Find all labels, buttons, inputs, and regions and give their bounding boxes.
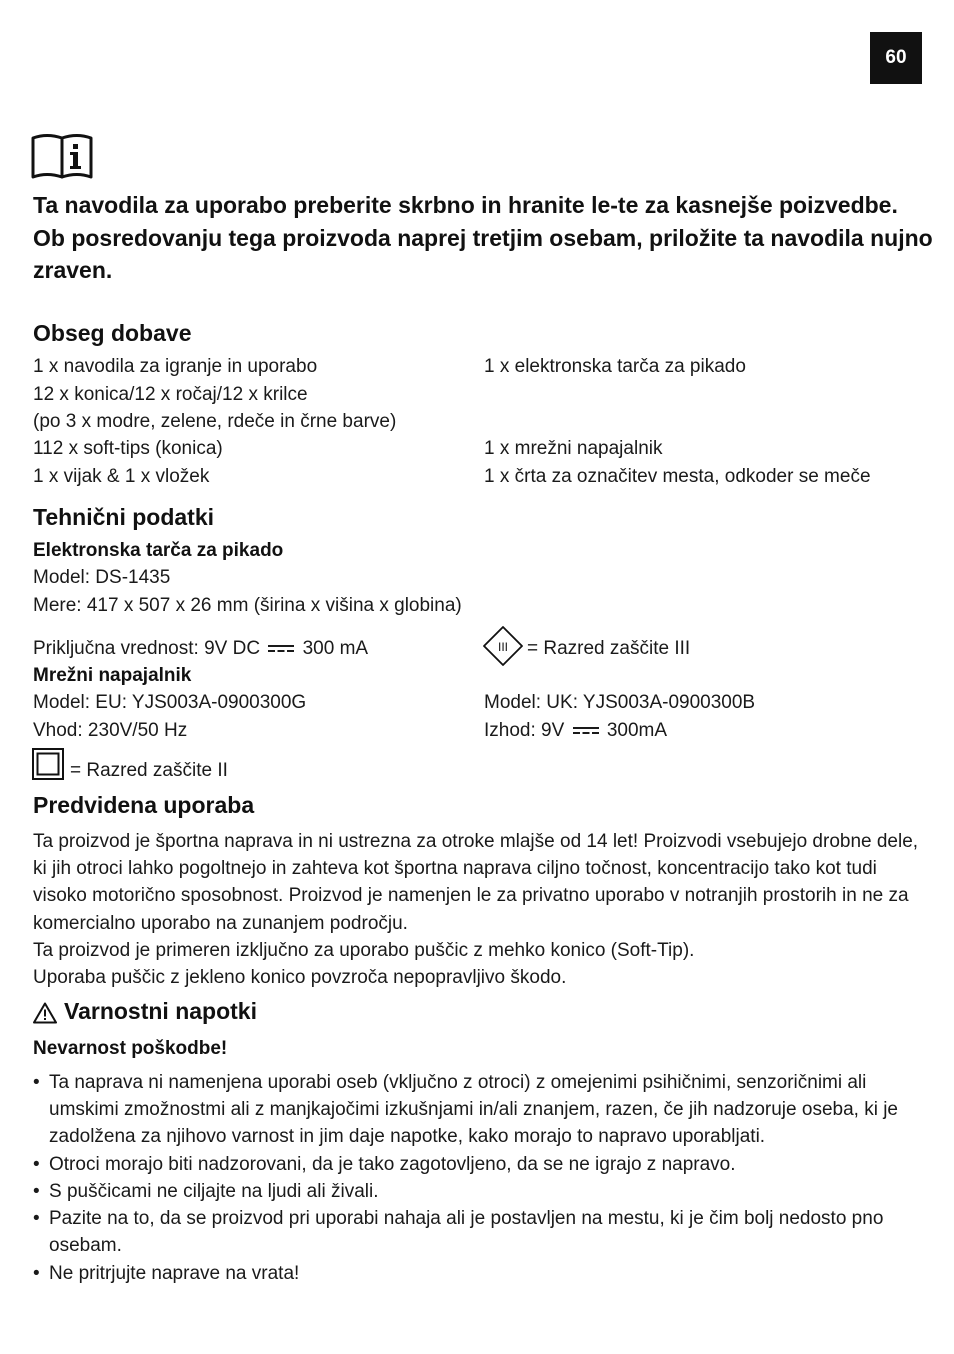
safety-item-text: S puščicami ne ciljajte na ljudi ali živali.: [49, 1181, 379, 1202]
scope-item: 1 x črta za označitev mesta, odkoder se meče: [484, 466, 871, 487]
scope-item: 1 x vijak & 1 x vložek: [33, 466, 210, 487]
book-info-icon: [31, 131, 93, 179]
safety-list-item: [33, 1151, 923, 1178]
intended-use-paragraph: Uporaba puščic z jekleno konico povzroča nepopravljivo škodo.: [33, 967, 567, 988]
intended-use-paragraph: Ta proizvod je športna naprava in ni ustrezna za otroke mlajše od 14 let! Proizvodi vsebujejo drobne dele, ki jih otroci lahko pogoltnejo in zahteva kot športna naprava ciljno točnost, koncentracijo tako kot tudi visoko motorično sposobnost. Proizvod je namenjen le za privatno uporabo v notranjih prostorih in ne za komercialno uporabo na zunanjem področju.: [33, 831, 919, 934]
dartboard-model: Model: DS-1435: [33, 567, 171, 588]
dartboard-subheading: Elektronska tarča za pikado: [33, 540, 284, 561]
warning-triangle-icon: [33, 1002, 57, 1024]
scope-heading: Obseg dobave: [33, 320, 192, 346]
tech-heading: Tehnični podatki: [33, 504, 215, 530]
intended-use-heading: Predvidena uporaba: [33, 792, 255, 818]
adapter-subheading: Mrežni napajalnik: [33, 665, 192, 686]
safety-subheading: Nevarnost poškodbe!: [33, 1038, 228, 1059]
bullet: •: [33, 1181, 40, 1202]
adapter-output-value: 300mA: [606, 720, 668, 741]
bullet: •: [33, 1208, 40, 1229]
safety-list-item: [33, 1178, 923, 1205]
scope-item: (po 3 x modre, zelene, rdeče in črne barve): [33, 411, 397, 432]
dc-current-icon: [267, 643, 295, 655]
bullet: •: [33, 1072, 40, 1093]
safety-list-item: [33, 1260, 923, 1287]
adapter-output: [484, 720, 667, 742]
protection-class-ii-label: = Razred zaščite II: [70, 760, 228, 781]
intended-use-paragraph: Ta proizvod je primeren izključno za uporabo puščic z mehko konico (Soft-Tip).: [33, 940, 695, 961]
safety-list-item: [33, 1069, 923, 1150]
power-rating: [33, 638, 368, 660]
intro-notice: Ta navodila za uporabo preberite skrbno in hranite le-te za kasnejše poizvedbe. Ob posredovanju tega proizvoda naprej tretjim osebam, priložite ta navodila nujno zraven.: [33, 192, 933, 283]
dc-current-icon: [572, 725, 600, 737]
adapter-output-label: Izhod: 9V: [484, 720, 565, 741]
adapter-model-uk: Model: UK: YJS003A-0900300B: [484, 692, 756, 713]
bullet: •: [33, 1154, 40, 1175]
safety-heading: Varnostni napotki: [64, 998, 257, 1024]
safety-item-text: Ne pritrjujte naprave na vrata!: [49, 1263, 300, 1284]
protection-class-iii-icon: [482, 626, 524, 666]
safety-item-text: Ta naprava ni namenjena uporabi oseb (vključno z otroci) z omejenimi psihičnimi, senzoričnimi ali umskimi zmožnostmi ali z manjkajočimi izkušnjami in/ali znanjem, razen, če jih nadzoruje oseba, ki je zadolžena za njihovo varnost in jim daje napotke, kako morajo to napravo uporabljati.: [49, 1072, 898, 1147]
adapter-model-eu: Model: EU: YJS003A-0900300G: [33, 692, 307, 713]
adapter-input: Vhod: 230V/50 Hz: [33, 720, 188, 741]
dartboard-dimensions: Mere: 417 x 507 x 26 mm (širina x višina x globina): [33, 595, 462, 616]
power-rating-value: 300 mA: [302, 638, 369, 659]
protection-class-ii-icon: [32, 748, 64, 780]
scope-item: 1 x mrežni napajalnik: [484, 438, 663, 459]
safety-item-text: Pazite na to, da se proizvod pri uporabi nahaja ali je postavljen na mestu, ki je čim bolj nedosto pno osebam.: [49, 1208, 884, 1256]
safety-item-text: Otroci morajo biti nadzorovani, da je tako zagotovljeno, da se ne igrajo z napravo.: [49, 1154, 736, 1175]
power-rating-label: Priključna vrednost: 9V DC: [33, 638, 261, 659]
protection-class-iii-glyph: III: [497, 640, 509, 654]
scope-item: 1 x navodila za igranje in uporabo: [33, 356, 318, 377]
page-number: 60: [870, 32, 922, 84]
safety-list-item: [33, 1205, 923, 1259]
protection-class-iii-label: = Razred zaščite III: [527, 638, 691, 659]
bullet: •: [33, 1263, 40, 1284]
scope-item: 12 x konica/12 x ročaj/12 x krilce: [33, 384, 308, 405]
scope-item: 112 x soft-tips (konica): [33, 438, 223, 459]
scope-item: 1 x elektronska tarča za pikado: [484, 356, 746, 377]
